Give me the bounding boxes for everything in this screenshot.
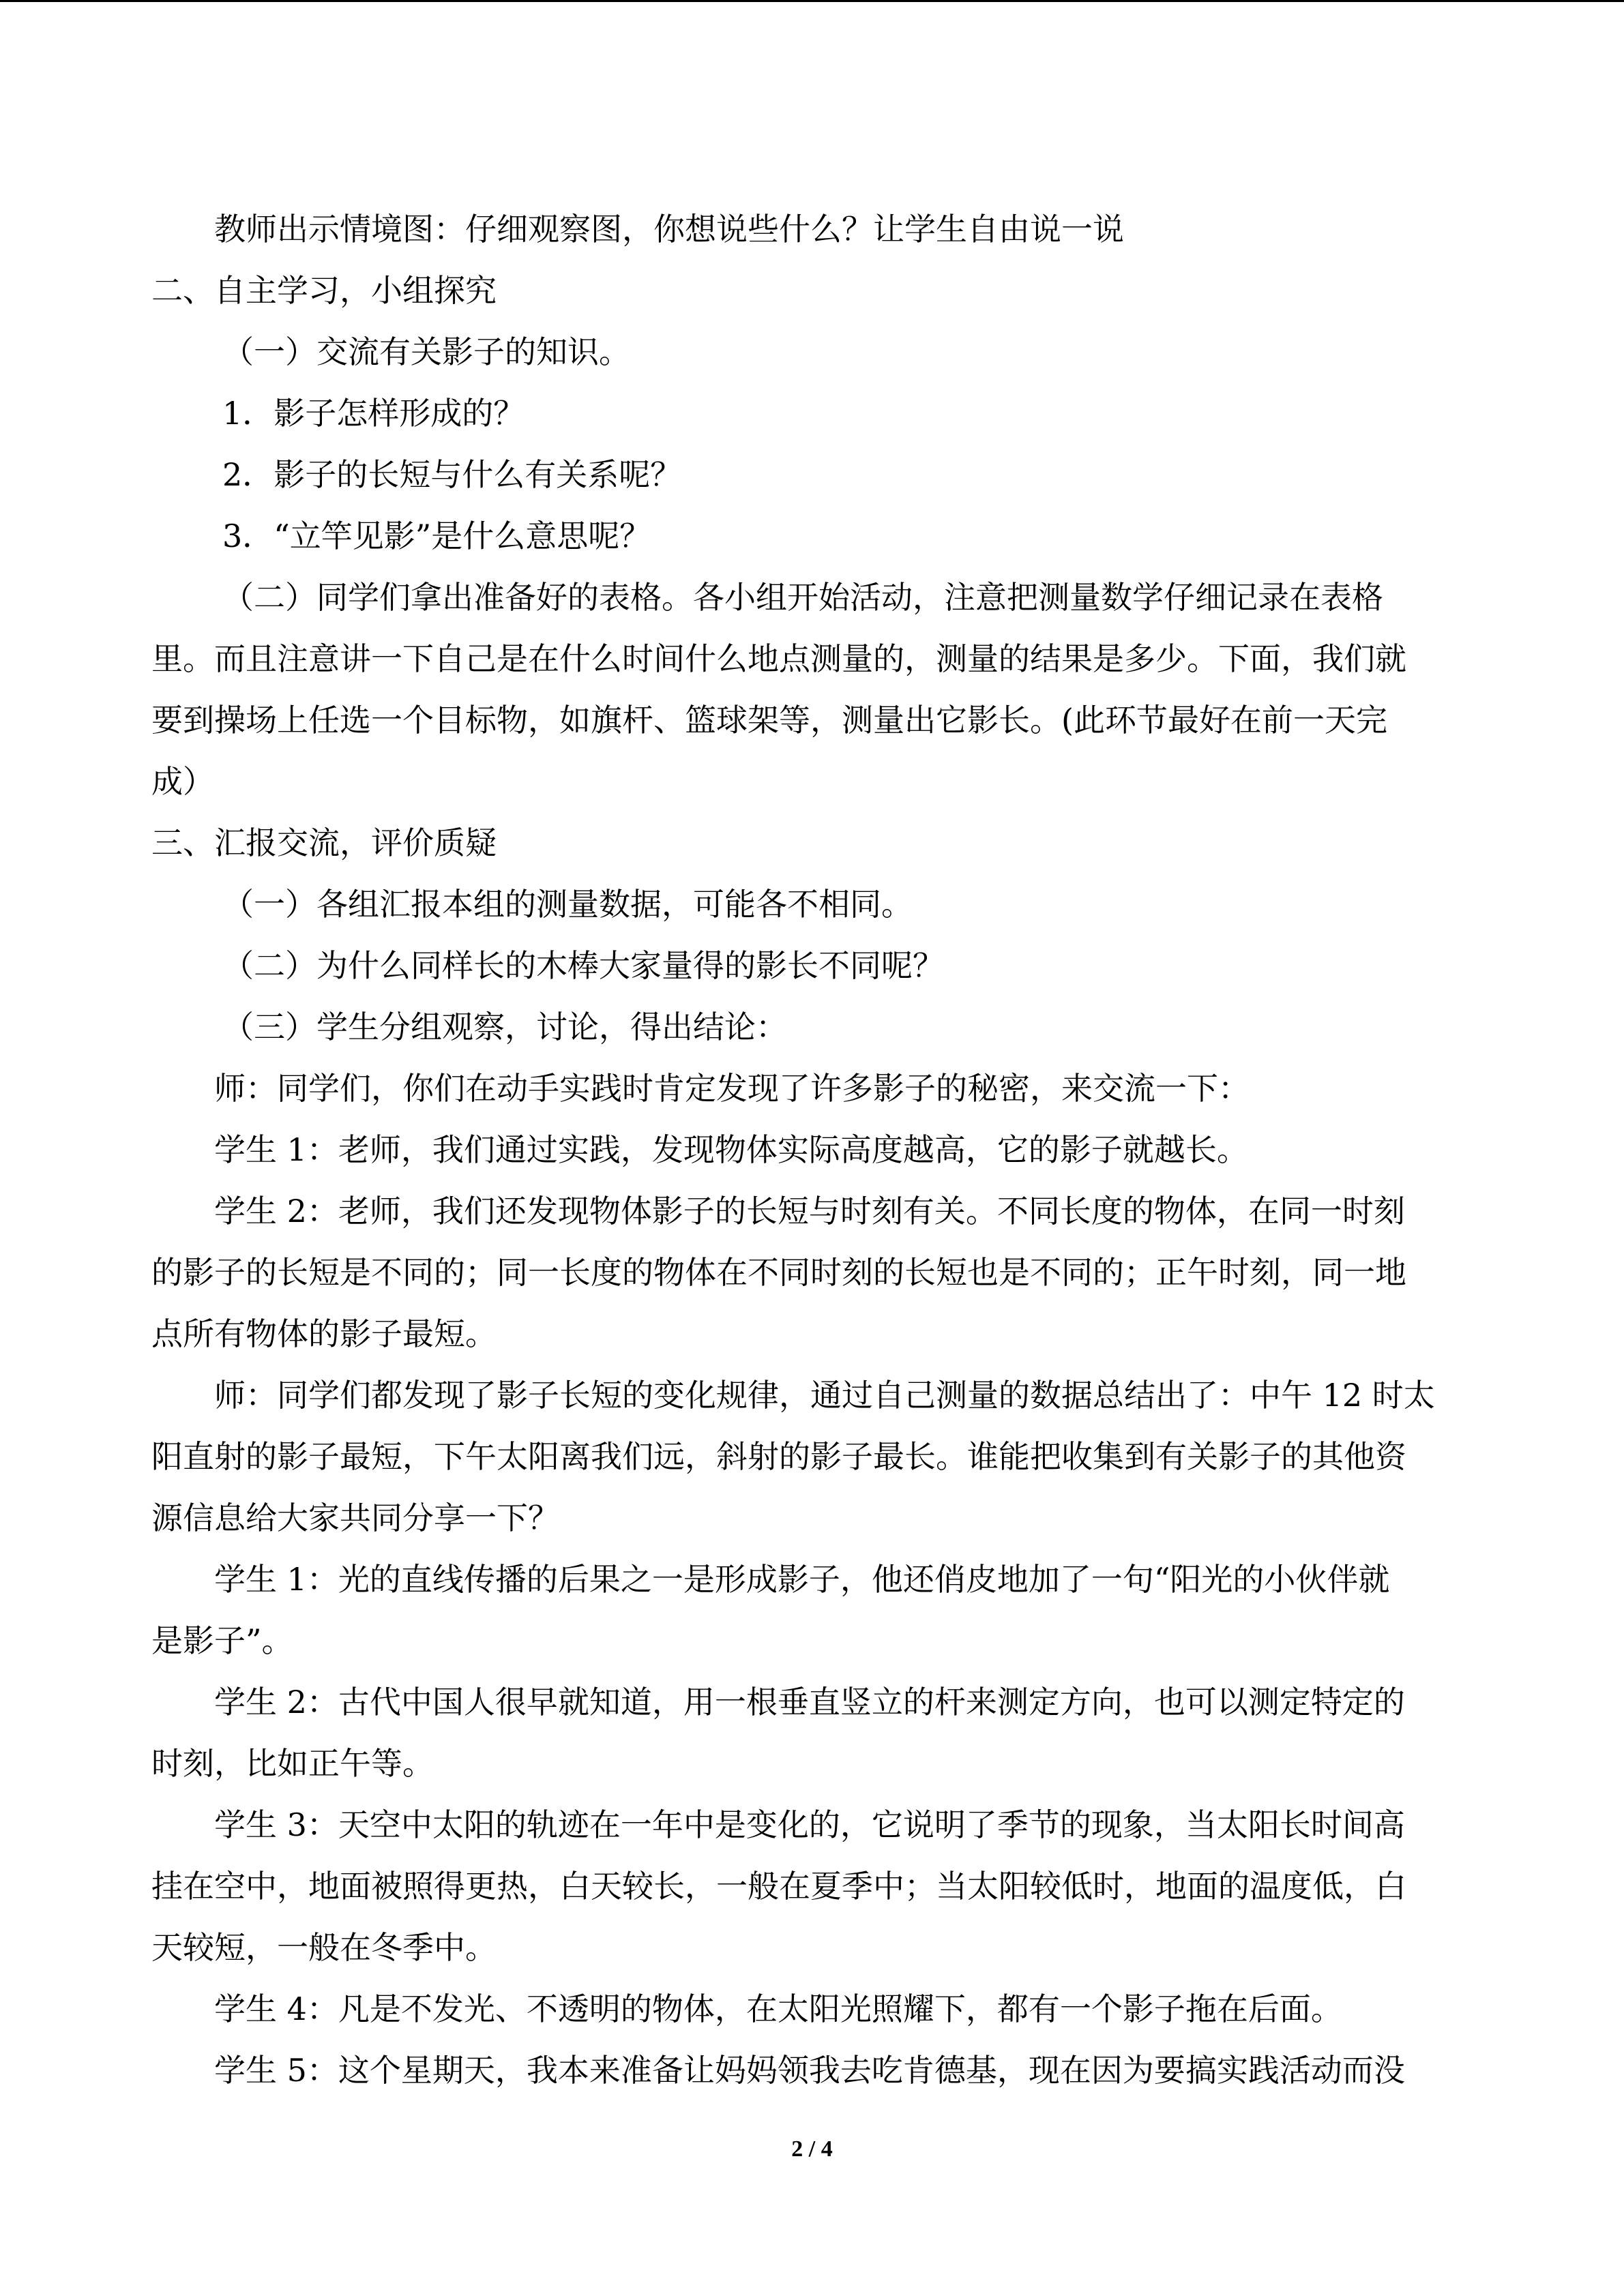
question-item: 1．影子怎样形成的？ — [222, 395, 525, 432]
dialogue-line: 点所有物体的影子最短。 — [151, 1315, 497, 1352]
paragraph-line: （二）同学们拿出准备好的表格。各小组开始活动，注意把测量数学仔细记录在表格 — [222, 579, 1383, 616]
dialogue-line: 源信息给大家共同分享一下？ — [151, 1500, 559, 1536]
paragraph-line: （三）学生分组观察，讨论，得出结论： — [222, 1009, 787, 1045]
dialogue-line: 师：同学们，你们在动手实践时肯定发现了许多影子的秘密，来交流一下： — [214, 1070, 1250, 1107]
question-item: 2．影子的长短与什么有关系呢？ — [222, 456, 682, 493]
dialogue-line: 是影子”。 — [151, 1622, 293, 1659]
dialogue-line: 的影子的长短是不同的；同一长度的物体在不同时刻的长短也是不同的；正午时刻，同一地 — [151, 1254, 1406, 1291]
dialogue-line: 天较短，一般在冬季中。 — [151, 1929, 497, 1966]
section-heading: 三、汇报交流，评价质疑 — [151, 824, 497, 861]
dialogue-line: 学生 5：这个星期天，我本来准备让妈妈领我去吃肯德基，现在因为要搞实践活动而没 — [214, 2052, 1405, 2089]
dialogue-line: 学生 1：老师，我们通过实践，发现物体实际高度越高，它的影子就越长。 — [214, 1131, 1248, 1168]
dialogue-line: 学生 3：天空中太阳的轨迹在一年中是变化的，它说明了季节的现象，当太阳长时间高 — [214, 1806, 1405, 1843]
section-heading: 二、自主学习，小组探究 — [151, 272, 497, 309]
dialogue-line: 学生 2：老师，我们还发现物体影子的长短与时刻有关。不同长度的物体，在同一时刻 — [214, 1193, 1405, 1229]
page-number: 2 / 4 — [791, 2136, 833, 2162]
dialogue-line: 师：同学们都发现了影子长短的变化规律，通过自己测量的数据总结出了：中午 12 时太 — [214, 1377, 1435, 1414]
dialogue-line: 挂在空中，地面被照得更热，白天较长，一般在夏季中；当太阳较低时，地面的温度低，白 — [151, 1868, 1406, 1905]
dialogue-line: 时刻，比如正午等。 — [151, 1745, 434, 1782]
dialogue-line: 学生 1：光的直线传播的后果之一是形成影子，他还俏皮地加了一句“阳光的小伙伴就 — [214, 1561, 1390, 1598]
paragraph-line: （一）各组汇报本组的测量数据，可能各不相同。 — [222, 886, 913, 923]
paragraph-line: 教师出示情境图：仔细观察图，你想说些什么？让学生自由说一说 — [214, 211, 1124, 248]
paragraph-line: 要到操场上任选一个目标物，如旗杆、篮球架等，测量出它影长。(此环节最好在前一天完 — [151, 702, 1387, 739]
top-border-line — [0, 0, 1624, 2]
paragraph-line: （二）为什么同样长的木棒大家量得的影长不同呢？ — [222, 947, 944, 984]
dialogue-line: 学生 4：凡是不发光、不透明的物体，在太阳光照耀下，都有一个影子拖在后面。 — [214, 1991, 1342, 2027]
dialogue-line: 阳直射的影子最短，下午太阳离我们远，斜射的影子最长。谁能把收集到有关影子的其他资 — [151, 1438, 1406, 1475]
paragraph-line: 成） — [151, 763, 214, 800]
dialogue-line: 学生 2：古代中国人很早就知道，用一根垂直竖立的杆来测定方向，也可以测定特定的 — [214, 1684, 1405, 1720]
paragraph-line: 里。而且注意讲一下自己是在什么时间什么地点测量的，测量的结果是多少。下面，我们就 — [151, 640, 1406, 677]
question-item: 3．“立竿见影”是什么意思呢？ — [222, 518, 651, 554]
subsection-heading: （一）交流有关影子的知识。 — [222, 333, 630, 370]
